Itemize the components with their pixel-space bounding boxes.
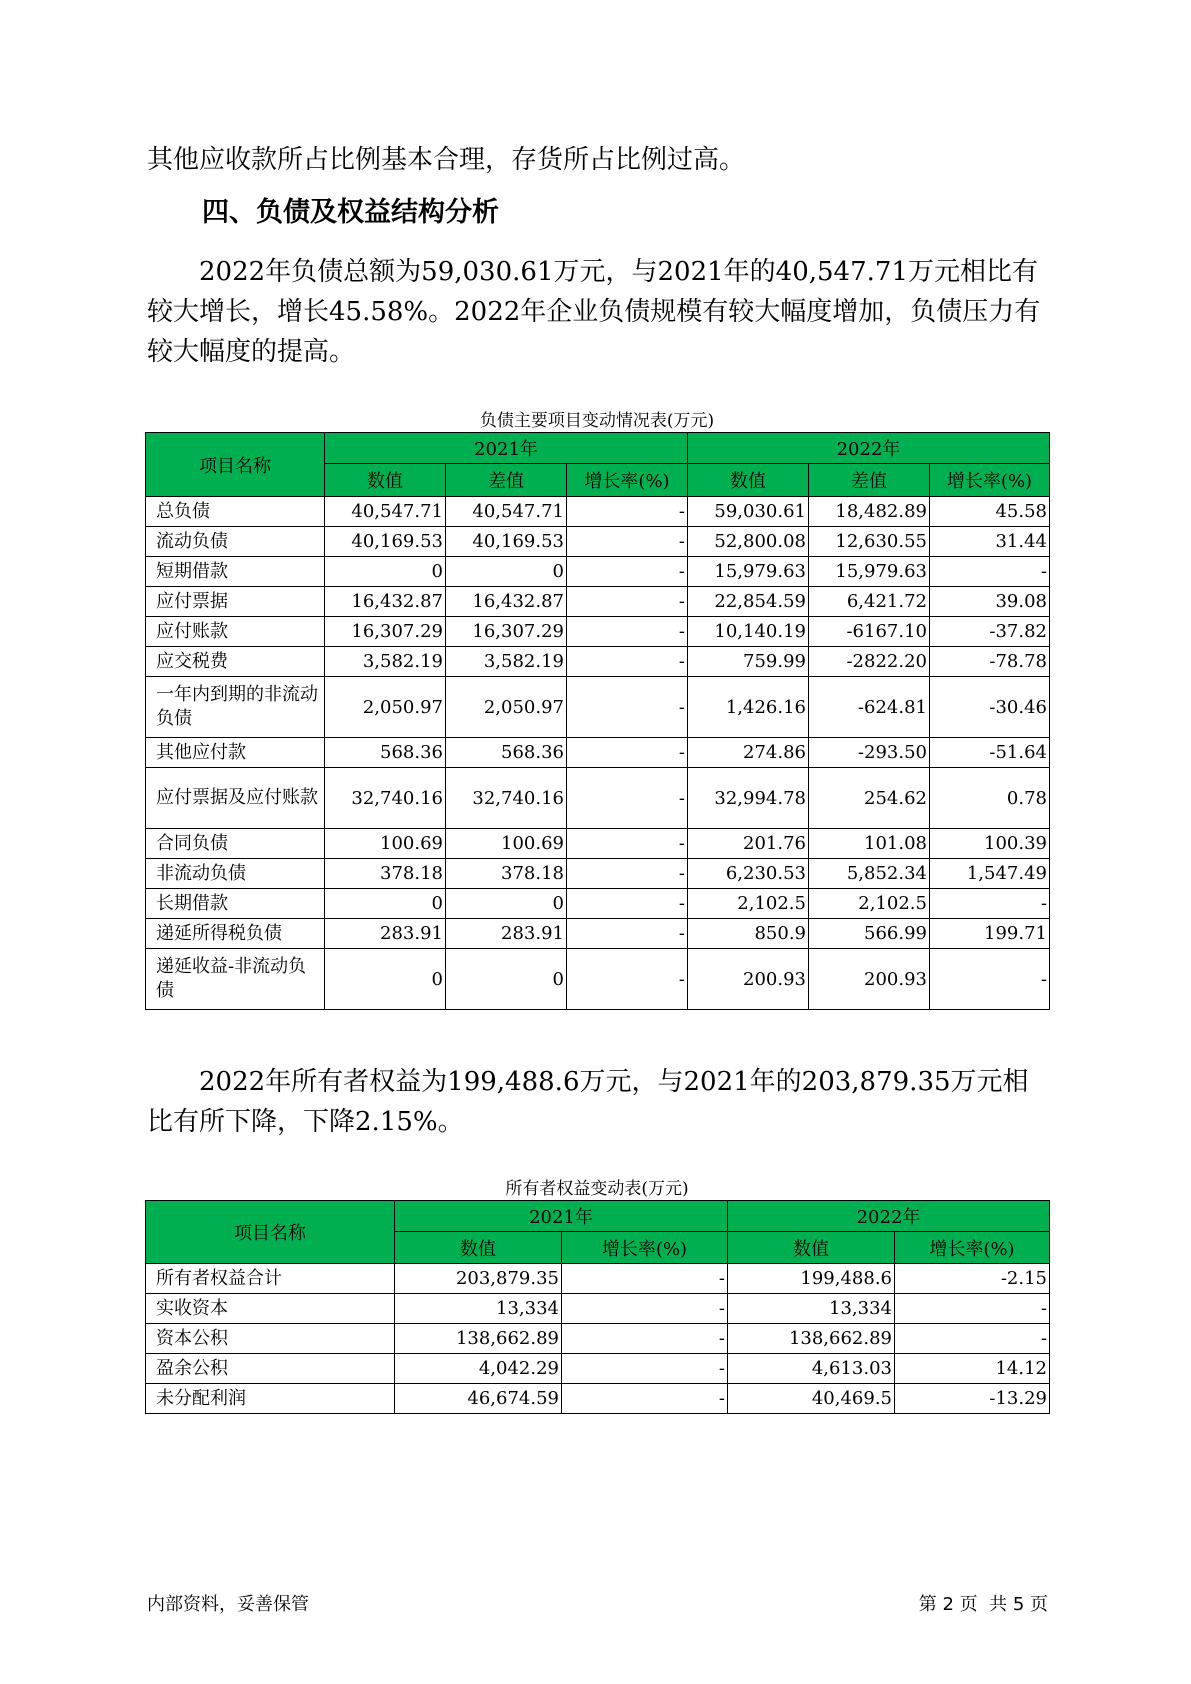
cell-v2: 59,030.61 [688,497,809,527]
table1-header-rate: 增长率(%) [930,464,1050,497]
cell-r2: - [930,949,1050,1010]
row-label: 未分配利润 [146,1384,395,1414]
cell-d2: 254.62 [809,768,930,829]
cell-r1: - [567,738,688,768]
table-row [146,919,1050,949]
table-row [146,677,1050,738]
table1-caption: 负债主要项目变动情况表(万元) [479,411,715,431]
cell-r2: 45.58 [930,497,1050,527]
footer-confidential: 内部资料，妥善保管 [147,1594,309,1615]
cell-v1: 138,662.89 [395,1324,562,1354]
cell-v1: 16,307.29 [325,617,446,647]
table-row [146,497,1050,527]
table2-header-year-2022: 2022年 [728,1201,1050,1232]
cell-d1: 0 [446,889,567,919]
cell-r1: - [567,647,688,677]
table2-header-value: 数值 [395,1232,562,1264]
cell-r2: -2.15 [895,1264,1050,1294]
cell-v1: 0 [325,949,446,1010]
cell-d2: 18,482.89 [809,497,930,527]
table1-header-rate: 增长率(%) [567,464,688,497]
cell-v2: 4,613.03 [728,1354,895,1384]
cell-r2: -30.46 [930,677,1050,738]
cell-r1: - [567,497,688,527]
table-row [146,859,1050,889]
cell-d1: 40,169.53 [446,527,567,557]
table2-header-rate: 增长率(%) [562,1232,728,1264]
table-row [146,1324,1050,1354]
cell-r2: - [930,557,1050,587]
cell-v2: 201.76 [688,829,809,859]
cell-d2: 566.99 [809,919,930,949]
cell-r2: 39.08 [930,587,1050,617]
row-label: 总负债 [146,497,325,527]
table2-header-name: 项目名称 [146,1201,395,1264]
row-label: 短期借款 [146,557,325,587]
cell-v2: 759.99 [688,647,809,677]
table1-header-year-2021: 2021年 [325,433,688,464]
cell-v2: 6,230.53 [688,859,809,889]
cell-d1: 3,582.19 [446,647,567,677]
cell-r1: - [562,1324,728,1354]
table2-header-rate: 增长率(%) [895,1232,1050,1264]
cell-d1: 2,050.97 [446,677,567,738]
table-row [146,617,1050,647]
table-row [146,1384,1050,1414]
cell-v2: 10,140.19 [688,617,809,647]
table-row [146,1264,1050,1294]
table1-header-year-2022: 2022年 [688,433,1050,464]
table-row [146,889,1050,919]
cell-d1: 0 [446,949,567,1010]
cell-v1: 16,432.87 [325,587,446,617]
cell-r1: - [567,587,688,617]
paragraph-intro: 其他应收款所占比例基本合理，存货所占比例过高。 [147,145,746,175]
table-row [146,738,1050,768]
cell-r1: - [562,1354,728,1384]
cell-d2: 200.93 [809,949,930,1010]
cell-d1: 0 [446,557,567,587]
table-row [146,829,1050,859]
cell-r1: - [567,527,688,557]
cell-v2: 32,994.78 [688,768,809,829]
cell-r1: - [562,1264,728,1294]
table2-header-year-2021: 2021年 [395,1201,728,1232]
cell-d2: 15,979.63 [809,557,930,587]
row-label: 其他应付款 [146,738,325,768]
cell-v1: 2,050.97 [325,677,446,738]
row-label: 盈余公积 [146,1354,395,1384]
cell-d1: 568.36 [446,738,567,768]
cell-d1: 40,547.71 [446,497,567,527]
cell-d1: 16,307.29 [446,617,567,647]
cell-r2: 0.78 [930,768,1050,829]
cell-r1: - [567,949,688,1010]
table-row [146,587,1050,617]
cell-r1: - [567,557,688,587]
cell-v1: 46,674.59 [395,1384,562,1414]
cell-r1: - [562,1294,728,1324]
cell-r2: 31.44 [930,527,1050,557]
row-label: 一年内到期的非流动负债 [146,677,325,738]
liabilities-table [145,432,1050,1010]
row-label: 流动负债 [146,527,325,557]
cell-v1: 13,334 [395,1294,562,1324]
table-row [146,557,1050,587]
row-label: 递延收益-非流动负债 [146,949,325,1010]
cell-r1: - [567,919,688,949]
row-label: 应付票据及应付账款 [146,768,325,829]
cell-d2: 12,630.55 [809,527,930,557]
cell-v1: 32,740.16 [325,768,446,829]
paragraph-equity: 2022年所有者权益为199,488.6万元，与2021年的203,879.35万元相比有所下降，下降2.15%。 [147,1067,1029,1137]
cell-d2: -2822.20 [809,647,930,677]
cell-d2: -293.50 [809,738,930,768]
table-row [146,949,1050,1010]
cell-d1: 100.69 [446,829,567,859]
table1-header-diff: 差值 [809,464,930,497]
cell-r2: - [930,889,1050,919]
cell-v1: 100.69 [325,829,446,859]
cell-r2: 199.71 [930,919,1050,949]
cell-v2: 40,469.5 [728,1384,895,1414]
cell-v2: 850.9 [688,919,809,949]
row-label: 实收资本 [146,1294,395,1324]
cell-d1: 32,740.16 [446,768,567,829]
cell-v1: 40,169.53 [325,527,446,557]
table-row [146,1294,1050,1324]
cell-r1: - [567,617,688,647]
cell-v2: 200.93 [688,949,809,1010]
cell-v1: 568.36 [325,738,446,768]
row-label: 递延所得税负债 [146,919,325,949]
section-heading: 四、负债及权益结构分析 [202,197,499,228]
cell-d1: 378.18 [446,859,567,889]
cell-d1: 283.91 [446,919,567,949]
table1-header-diff: 差值 [446,464,567,497]
footer-page-number: 第 2 页 共 5 页 [918,1594,1048,1615]
cell-r2: -78.78 [930,647,1050,677]
table1-header-value: 数值 [325,464,446,497]
cell-r1: - [562,1384,728,1414]
cell-r2: - [895,1324,1050,1354]
row-label: 所有者权益合计 [146,1264,395,1294]
cell-v1: 3,582.19 [325,647,446,677]
table2-header-value: 数值 [728,1232,895,1264]
cell-r1: - [567,677,688,738]
cell-d2: 5,852.34 [809,859,930,889]
cell-v1: 4,042.29 [395,1354,562,1384]
table-row [146,768,1050,829]
cell-v2: 2,102.5 [688,889,809,919]
equity-table [145,1200,1050,1414]
cell-d2: 2,102.5 [809,889,930,919]
cell-d2: -6167.10 [809,617,930,647]
cell-v2: 52,800.08 [688,527,809,557]
table1-header-value: 数值 [688,464,809,497]
cell-v2: 274.86 [688,738,809,768]
cell-d2: 6,421.72 [809,587,930,617]
cell-r2: -13.29 [895,1384,1050,1414]
row-label: 应付票据 [146,587,325,617]
row-label: 长期借款 [146,889,325,919]
row-label: 应付账款 [146,617,325,647]
cell-r2: 1,547.49 [930,859,1050,889]
paragraph-liabilities: 2022年负债总额为59,030.61万元，与2021年的40,547.71万元相比有较大增长，增长45.58%。2022年企业负债规模有较大幅度增加，负债压力有较大幅度的提高。 [147,257,1041,367]
cell-v2: 1,426.16 [688,677,809,738]
cell-v1: 0 [325,557,446,587]
cell-v1: 203,879.35 [395,1264,562,1294]
cell-v2: 13,334 [728,1294,895,1324]
cell-r2: 14.12 [895,1354,1050,1384]
cell-v2: 15,979.63 [688,557,809,587]
cell-d2: 101.08 [809,829,930,859]
cell-r1: - [567,889,688,919]
row-label: 应交税费 [146,647,325,677]
cell-r1: - [567,829,688,859]
cell-r1: - [567,768,688,829]
cell-v1: 283.91 [325,919,446,949]
cell-v1: 40,547.71 [325,497,446,527]
cell-v2: 138,662.89 [728,1324,895,1354]
row-label: 资本公积 [146,1324,395,1354]
table-row [146,527,1050,557]
cell-v1: 0 [325,889,446,919]
cell-v2: 199,488.6 [728,1264,895,1294]
cell-v1: 378.18 [325,859,446,889]
table2-caption: 所有者权益变动表(万元) [505,1179,689,1199]
row-label: 合同负债 [146,829,325,859]
cell-d1: 16,432.87 [446,587,567,617]
table1-header-name: 项目名称 [146,433,325,497]
row-label: 非流动负债 [146,859,325,889]
cell-r1: - [567,859,688,889]
cell-r2: 100.39 [930,829,1050,859]
cell-r2: - [895,1294,1050,1324]
table-row [146,1354,1050,1384]
cell-d2: -624.81 [809,677,930,738]
cell-v2: 22,854.59 [688,587,809,617]
cell-r2: -37.82 [930,617,1050,647]
cell-r2: -51.64 [930,738,1050,768]
table-row [146,647,1050,677]
